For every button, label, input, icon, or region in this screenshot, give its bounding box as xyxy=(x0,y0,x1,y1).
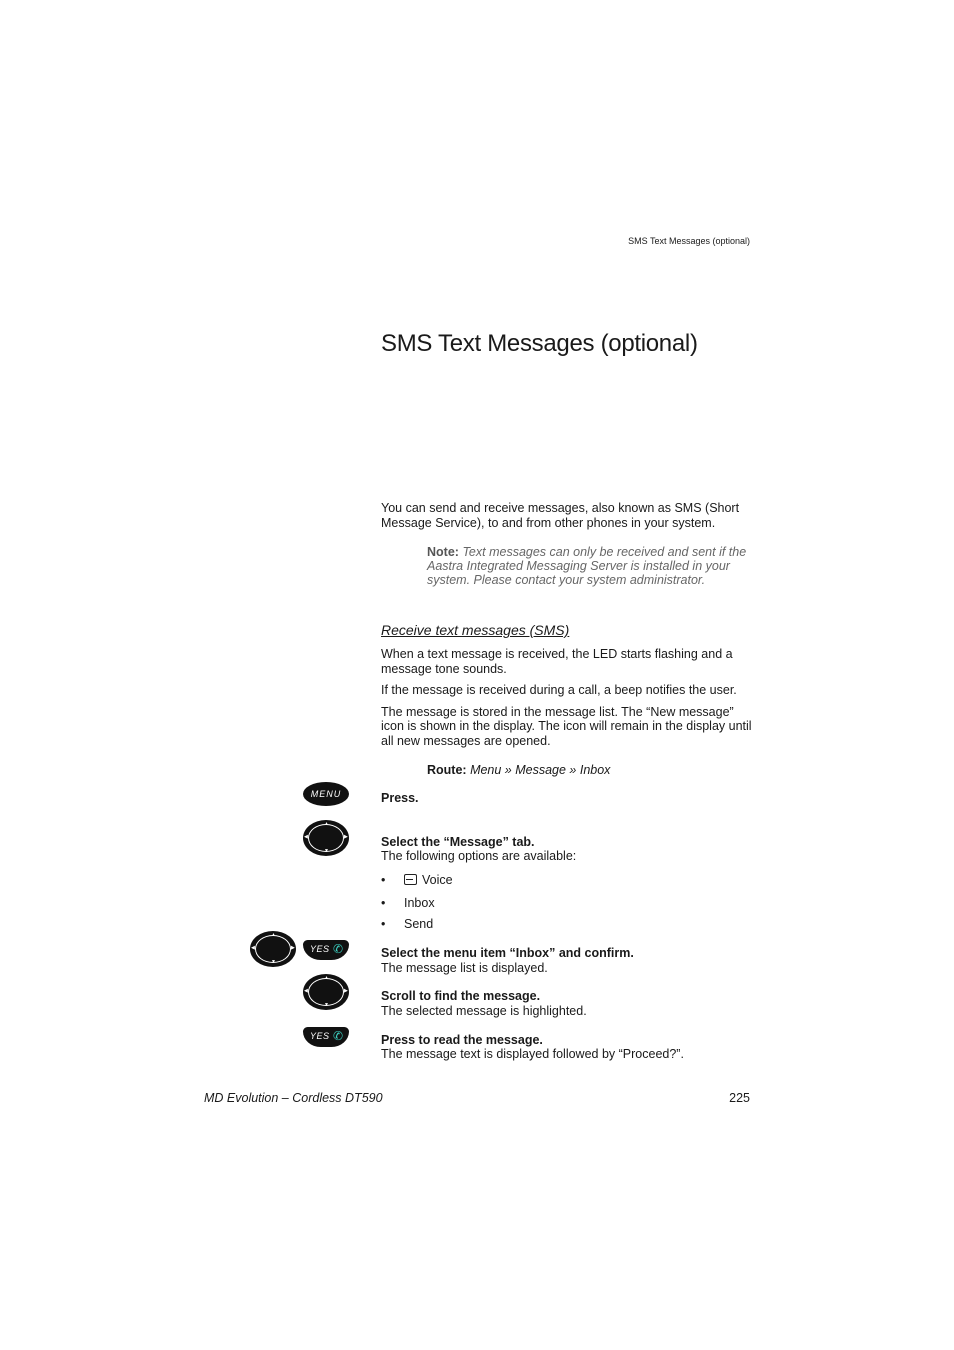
para-1-line-2: message tone sounds. xyxy=(381,662,507,676)
para-3-line-1: The message is stored in the message list. The “New message” xyxy=(381,705,734,719)
note-label: Note: xyxy=(427,545,459,559)
step-5-desc: The message text is displayed followed by “Proceed?”. xyxy=(381,1047,684,1061)
route-path: Menu » Message » Inbox xyxy=(470,763,611,777)
route xyxy=(427,763,610,777)
option-voice: • Voice xyxy=(381,873,453,887)
phone-icon: ✆ xyxy=(332,942,343,956)
page-number: 225 xyxy=(729,1091,750,1105)
page-title: SMS Text Messages (optional) xyxy=(381,330,698,357)
option-send: • Send xyxy=(381,917,434,931)
step-3-title: Select the menu item “Inbox” and confirm. xyxy=(381,946,634,960)
para-3-line-2: icon is shown in the display. The icon will remain in the display until xyxy=(381,719,752,733)
note-text-3: system. Please contact your system administrator. xyxy=(427,573,706,587)
intro-line-1: You can send and receive messages, also known as SMS (Short xyxy=(381,501,740,515)
navigation-key-icon: ▲ ▼ ◀ ▶ xyxy=(304,975,348,1008)
step-1-title: Press. xyxy=(381,791,419,805)
option-inbox: • Inbox xyxy=(381,896,435,910)
menu-key-icon: MENU xyxy=(303,782,349,806)
step-4-title: Scroll to find the message. xyxy=(381,989,541,1003)
route-label: Route: xyxy=(427,763,467,777)
para-3-line-3: all new messages are opened. xyxy=(381,734,551,748)
para-2: If the message is received during a call, a beep notifies the user. xyxy=(381,683,737,697)
intro-line-2: Message Service), to and from other phones in your system. xyxy=(381,516,716,530)
yes-key-label: YES xyxy=(310,944,330,954)
option-send-label: Send xyxy=(404,917,434,931)
yes-key-icon xyxy=(303,1027,349,1047)
step-3-desc: The message list is displayed. xyxy=(381,961,548,975)
running-header: SMS Text Messages (optional) xyxy=(628,236,750,246)
step-5-title: Press to read the message. xyxy=(381,1033,543,1047)
note-text-2: Aastra Integrated Messaging Server is installed in your xyxy=(427,559,730,573)
step-4-desc: The selected message is highlighted. xyxy=(381,1004,587,1018)
navigation-key-icon: ▲ ▼ ◀ ▶ xyxy=(304,821,348,854)
step-2-desc: The following options are available: xyxy=(381,849,577,863)
step-2-title: Select the “Message” tab. xyxy=(381,835,535,849)
option-inbox-label: Inbox xyxy=(404,896,435,910)
section-heading: Receive text messages (SMS) xyxy=(381,622,570,638)
note-text-1: Text messages can only be received and sent if the xyxy=(462,545,747,559)
yes-key-label: YES xyxy=(310,1031,330,1041)
footer-doc-title: MD Evolution – Cordless DT590 xyxy=(204,1091,383,1105)
note-block xyxy=(427,545,757,587)
voicemail-icon xyxy=(404,874,417,885)
navigation-key-icon: ▲ ▼ ◀ ▶ xyxy=(251,932,295,965)
phone-icon: ✆ xyxy=(332,1029,343,1043)
yes-key-icon xyxy=(303,940,349,960)
para-1-line-1: When a text message is received, the LED starts flashing and a xyxy=(381,647,733,661)
option-voice-label: Voice xyxy=(422,873,453,887)
